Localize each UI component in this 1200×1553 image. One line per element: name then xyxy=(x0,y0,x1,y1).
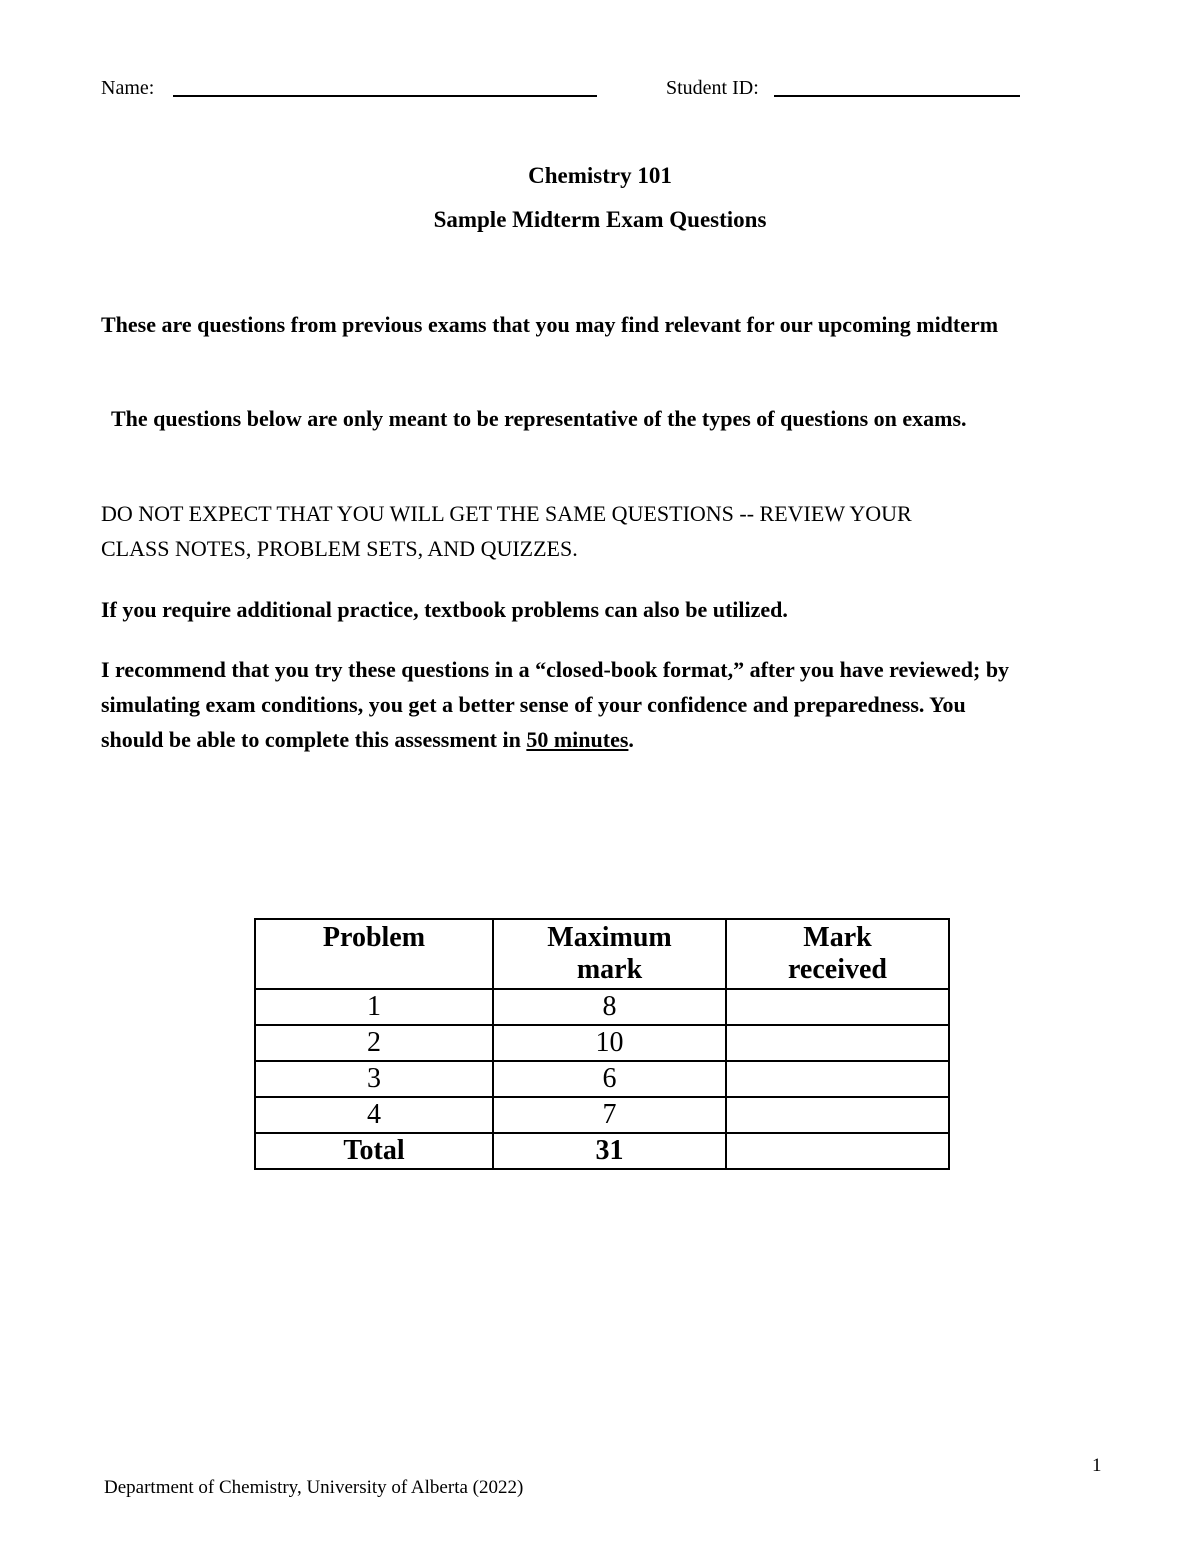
mark-received-cell[interactable] xyxy=(726,989,949,1025)
mark-received-cell[interactable] xyxy=(726,1097,949,1133)
header-max-mark xyxy=(493,919,726,989)
name-field[interactable] xyxy=(173,95,597,97)
table-row xyxy=(255,1025,949,1061)
mark-received-cell[interactable] xyxy=(726,1025,949,1061)
header-mark-received xyxy=(726,919,949,989)
page-number: 1 xyxy=(1092,1455,1102,1476)
header-max-mark-line2: mark xyxy=(576,954,643,985)
warning-line-2: CLASS NOTES, PROBLEM SETS, AND QUIZZES. xyxy=(101,536,578,561)
warning-line-1: DO NOT EXPECT THAT YOU WILL GET THE SAME QUESTIONS -- REVIEW YOUR xyxy=(101,501,912,526)
intro-text: These are questions from previous exams that you may find relevant for our upcoming midterm xyxy=(101,312,999,337)
problem-number: 4 xyxy=(255,1097,493,1133)
problem-number: 3 xyxy=(255,1061,493,1097)
total-mark-received-cell[interactable] xyxy=(726,1133,949,1169)
max-mark: 7 xyxy=(493,1097,726,1133)
course-title: Chemistry 101 xyxy=(528,163,672,188)
exam-subtitle: Sample Midterm Exam Questions xyxy=(433,207,767,232)
name-label: Name: xyxy=(101,77,155,99)
recommend-line-3-prefix: should be able to complete this assessment in xyxy=(101,727,527,752)
table-total-row xyxy=(255,1133,949,1169)
representative-text: The questions below are only meant to be representative of the types of questions on exams. xyxy=(111,406,967,431)
student-id-label: Student ID: xyxy=(666,77,759,99)
total-max-mark: 31 xyxy=(493,1133,726,1169)
practice-text: If you require additional practice, textbook problems can also be utilized. xyxy=(101,597,788,622)
time-limit: 50 minutes xyxy=(526,727,629,752)
header-problem xyxy=(255,919,493,989)
problem-number: 1 xyxy=(255,989,493,1025)
max-mark: 6 xyxy=(493,1061,726,1097)
header-max-mark-line1: Maximum xyxy=(547,922,672,953)
recommend-line-2: simulating exam conditions, you get a better sense of your confidence and preparedness. You xyxy=(101,692,966,717)
recommend-line-3 xyxy=(101,722,1101,757)
header-received-line1: Mark xyxy=(803,922,872,953)
table-row xyxy=(255,1061,949,1097)
student-id-field[interactable] xyxy=(774,95,1020,97)
recommend-line-3-suffix: . xyxy=(628,727,634,752)
problem-number: 2 xyxy=(255,1025,493,1061)
header-problem-label: Problem xyxy=(322,922,426,953)
department-footer: Department of Chemistry, University of Alberta (2022) xyxy=(104,1477,524,1498)
table-header-row xyxy=(255,919,949,989)
total-label: Total xyxy=(255,1133,493,1169)
max-mark: 10 xyxy=(493,1025,726,1061)
mark-received-cell[interactable] xyxy=(726,1061,949,1097)
max-mark: 8 xyxy=(493,989,726,1025)
table-row xyxy=(255,989,949,1025)
marks-table xyxy=(254,918,950,1170)
recommend-line-1: I recommend that you try these questions in a “closed-book format,” after you have reviewed; by xyxy=(101,657,1010,682)
header-received-line2: received xyxy=(788,954,887,985)
table-row xyxy=(255,1097,949,1133)
